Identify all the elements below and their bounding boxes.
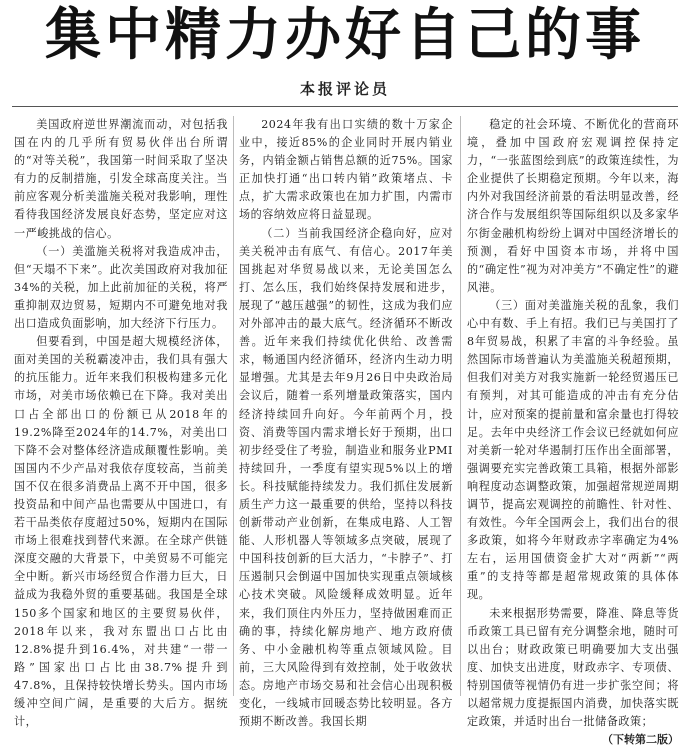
article-column-1 (14, 116, 228, 729)
paragraph: （三）面对美滥施关税的乱象，我们心中有数、手上有招。我们已与美国打了8年贸易战，积累了丰富的斗争经验。虽然国际市场普遍认为美滥施关税超预期，但我们对美方对我实施新一轮经贸遏压已有预判，对其可能造成的冲击有充分估计，应对预案的提前量和富余量也打得较足。去年中央经济工作会议已经就如何应对美新一轮对华遏制打压作出全面部署，强调要充实完善政策工具箱，根据外部影响程度动态调整政策，加强超常规逆周期调节，提高宏观调控的前瞻性、针对性、有效性。今年全国两会上，我们出台的很多政策，如将今年财政赤字率确定为4%左右，运用国债资金扩大对“两新”“两重”的支持等都是超常规政策的具体体现。 (467, 298, 679, 602)
byline: 本报评论员 (299, 80, 390, 98)
column-divider (460, 116, 461, 696)
headline: 集中精力办好自己的事 (45, 3, 645, 68)
paragraph: 美国政府逆世界潮流而动，对包括我国在内的几乎所有贸易伙伴出台所谓的“对等关税”，我国第一时间采取了坚决有力的反制措施，引发全球高度关注。当前应客观分析美滥施关税对我影响，理性看待我国经济发展良好态势，坚定应对这一严峻挑战的信心。 (14, 118, 228, 240)
paragraph: 未来根据形势需要，降准、降息等货币政策工具已留有充分调整余地，随时可以出台；财政政策已明确要加大支出强度、加快支出进度，财政赤字、专项债、特别国债等视情仍有进一步扩张空间；将以超常规力度提振国内消费，加快落实既定政策，并适时出台一批储备政策； (467, 606, 679, 729)
article-column-3 (467, 116, 679, 747)
paragraph: 但要看到，中国是超大规模经济体，面对美国的关税霸凌冲击，我们具有强大的抗压能力。近年来我们积极构建多元化市场，对美市场依赖已在下降。我对美出口占全部出口的份额已从2018年的19.2%降至2024年的14.7%，对美出口下降不会对整体经济造成颠覆性影响。美国国内不少产品对我依存度较高，当前美国不仅在很多消费品上离不开中国，很多投资品和中间产品也需要从中国进口，有若干品类依存度超过50%，短期内在国际市场上很难找到替代来源。在全球产供链深度交融的大背景下，中美贸易不可能完全中断。新兴市场经贸合作潜力巨大，日益成为我稳外贸的重要基础。我国是全球150多个国家和地区的主要贸易伙伴，2018年以来，我对东盟出口占比由12.8%提升到16.4%，对共建“一带一路”国家出口占比由38.7%提升到47.8%，且保持较快增长势头。国内市场缓冲空间广阔，是重要的大后方。据统计， (14, 335, 228, 729)
paragraph: 2024年我有出口实绩的数十万家企业中，接近85%的企业同时开展内销业务，内销金额占销售总额的近75%。国家正加快打通“出口转内销”政策堵点、卡点，扩大需求政策也在加力扩围，内需市场的容纳效应将日益显现。 (239, 118, 453, 222)
headline-divider (12, 106, 678, 107)
paragraph: 稳定的社会环境、不断优化的营商环境，叠加中国政府宏观调控保持定力，“一张蓝图绘到底”的政策连续性，为企业提供了长期稳定预期。今年以来，海内外对我国经济前景的看法明显改善，经济合作与发展组织等国际组织以及多家华尔街金融机构纷纷上调对中国经济增长的预测，看好中国资本市场，并将中国的“确定性”视为对冲美方“不确定性”的避风港。 (467, 118, 679, 294)
paragraph: （一）美滥施关税将对我造成冲击，但“天塌不下来”。此次美国政府对我加征34%的关税，加上此前加征的关税，将严重抑制双边贸易，短期内不可避免地对我出口造成负面影响，加大经济下行压力。 (14, 244, 228, 331)
article-column-2 (239, 116, 453, 729)
continuation-note[interactable]: （下转第二版） (602, 733, 679, 747)
paragraph: （二）当前我国经济企稳向好，应对美关税冲击有底气、有信心。2017年美国挑起对华贸易战以来，无论美国怎么打、怎么压，我们始终保持发展和进步，展现了“越压越强”的韧性，这成为我们应对外部冲击的最大底气。经济循环不断改善。近年来我们持续优化供给、改善需求，畅通国内经济循环，经济内生动力明显增强。尤其是去年9月26日中央政治局会议后，随着一系列增量政策落实，国内经济持续回升向好。今年前两个月，投资、消费等国内需求增长好于预期，出口初步经受住了考验，制造业和服务业PMI持续回升，一季度有望实现5%以上的增长。科技赋能持续发力。我们抓住发展新质生产力这一最重要的供给，坚持以科技创新带动产业创新，在集成电路、人工智能、人形机器人等领域多点突破，展现了中国科技创新的巨大活力，“卡脖子”、打压遏制只会倒逼中国加快实现重点领域核心技术突破。风险缓释成效明显。近年来，我们顶住内外压力，坚持做困难而正确的事，持续化解房地产、地方政府债务、中小金融机构等重点领域风险。目前，三大风险得到有效控制，处于收敛状态。房地产市场交易和社会信心出现积极变化，一线城市回暖态势比较明显。各方预期不断改善。我国长期 (239, 226, 453, 729)
column-divider (233, 116, 234, 696)
